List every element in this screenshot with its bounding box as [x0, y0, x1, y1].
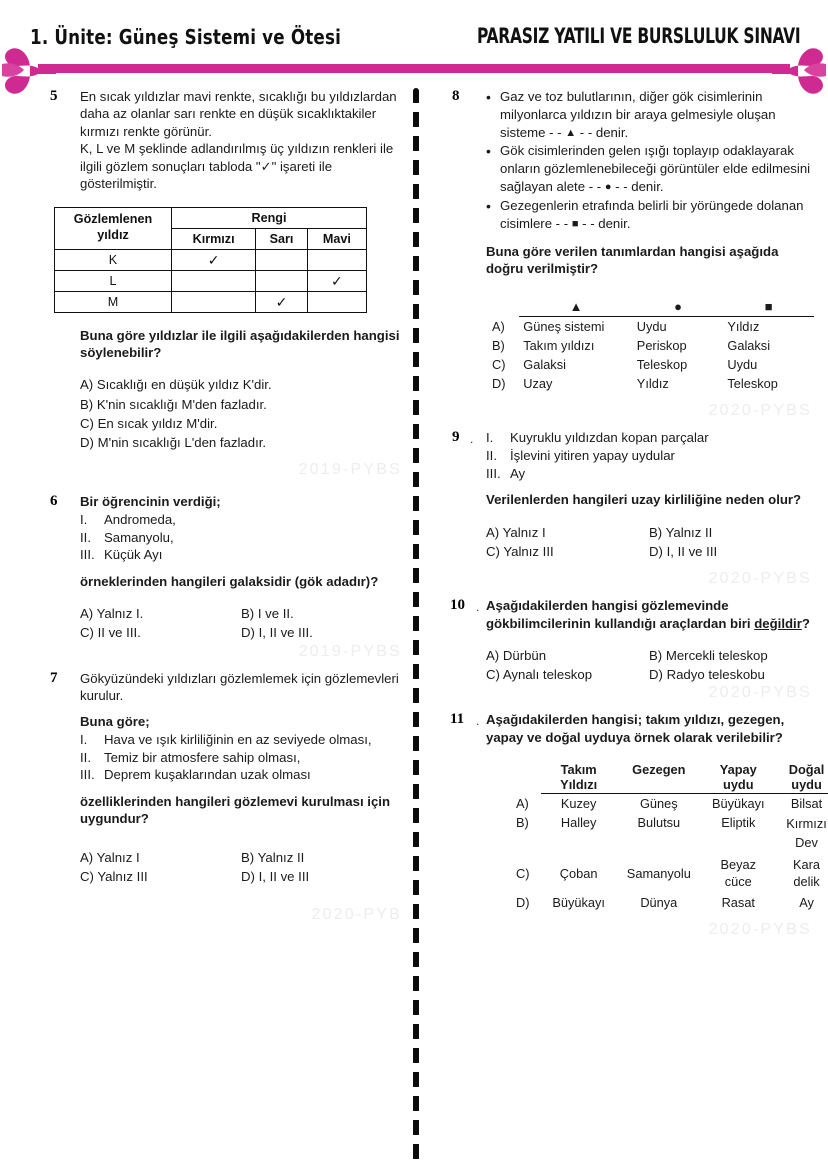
- option-label: B): [492, 338, 505, 354]
- question-7-stem: Gökyüzündeki yıldızları gözlemlemek için gözlemevleri kurulur.: [80, 670, 399, 704]
- table-cell: Rasat: [721, 894, 755, 910]
- table-col-yellow: Sarı: [256, 228, 308, 249]
- item-numeral: II.: [486, 448, 497, 464]
- question-5-option-c[interactable]: C) En sıcak yıldız M'dir.: [80, 415, 218, 431]
- question-5: [50, 88, 402, 193]
- left-column: [50, 88, 402, 924]
- question-6: [50, 493, 402, 660]
- list-item: [486, 88, 812, 141]
- table-cell-star: L: [55, 270, 172, 291]
- question-7-source-watermark: 2020-PYB: [311, 906, 402, 924]
- question-7-option-a[interactable]: A) Yalnız I: [80, 849, 140, 865]
- table-cell: Samanyolu: [626, 865, 691, 881]
- question-11-prompt: Aşağıdakilerden hangisi; takım yıldızı, gezegen, yapay ve doğal uyduya örnek olarak verilebilir?: [486, 712, 785, 745]
- question-9-prompt: Verilenlerden hangileri uzay kirliliğine neden olur?: [486, 492, 802, 508]
- triangle-icon: ▲: [519, 297, 633, 317]
- table-cell-mark: [172, 291, 256, 312]
- right-column: [450, 88, 827, 939]
- table-cell: Teleskop: [727, 376, 778, 392]
- question-9-option-a[interactable]: A) Yalnız I: [486, 524, 546, 540]
- table-cell-mark: [307, 249, 366, 270]
- table-row[interactable]: [488, 355, 814, 374]
- question-5-option-d[interactable]: D) M'nin sıcaklığı L'den fazladır.: [80, 435, 267, 451]
- table-group-header-color: Rengi: [172, 207, 367, 228]
- exam-title: PARASIZ YATILI VE BURSLULUK SINAVI: [476, 24, 800, 48]
- table-col-constellation: Takım Yıldızı: [541, 760, 616, 794]
- table-row: [55, 249, 367, 270]
- question-9-option-d[interactable]: D) I, II ve III: [649, 543, 718, 559]
- table-col-red: Kırmızı: [172, 228, 256, 249]
- question-6-option-b[interactable]: B) I ve II.: [241, 606, 294, 622]
- header-rule: [38, 64, 790, 73]
- table-cell-mark: [307, 291, 366, 312]
- table-cell: Takım yıldızı: [523, 338, 595, 354]
- option-label: D): [516, 894, 530, 910]
- question-8-table: [488, 297, 814, 393]
- question-8: [452, 88, 812, 420]
- question-11-number: 11: [450, 711, 465, 728]
- question-10-option-c[interactable]: C) Aynalı teleskop: [486, 667, 593, 683]
- item-text: Ay: [510, 465, 526, 481]
- item-numeral: I.: [80, 731, 88, 747]
- table-row[interactable]: [488, 374, 814, 393]
- square-icon: ■: [723, 297, 814, 317]
- option-label: C): [492, 357, 506, 373]
- table-cell-mark: [172, 270, 256, 291]
- table-cell: Galaksi: [523, 357, 566, 373]
- question-11: [450, 711, 827, 938]
- question-11-source-watermark: 2020-PYBS: [708, 920, 812, 938]
- question-7-prompt: özelliklerinden hangileri gözlemevi kurulması için uygundur?: [80, 793, 390, 827]
- question-8-number: 8: [452, 88, 460, 104]
- table-symbol-row: [488, 297, 814, 317]
- table-cell-star: K: [55, 249, 172, 270]
- table-cell: Halley: [560, 815, 597, 831]
- question-7-item-list: [80, 731, 402, 784]
- table-cell: Bilsat: [790, 796, 823, 812]
- table-cell: Büyükayı: [552, 894, 605, 910]
- bullet-text: Gaz ve toz bulutlarının, diğer gök cisimlerinin milyonlarca yıldızın bir araya gelmesiyle oluşan sisteme - - ▲ - - denir.: [500, 89, 776, 140]
- table-cell: Uydu: [727, 357, 758, 373]
- table-row[interactable]: [488, 336, 814, 355]
- question-7-number: 7: [50, 669, 58, 686]
- question-11-dot: .: [476, 714, 480, 729]
- question-5-source-watermark: 2019-PYBS: [298, 461, 402, 479]
- question-5-table: [54, 207, 367, 313]
- question-9-option-c[interactable]: C) Yalnız III: [486, 543, 554, 559]
- item-text: Andromeda,: [104, 511, 176, 527]
- table-row[interactable]: [512, 813, 828, 854]
- bullet-icon: •: [486, 197, 491, 214]
- question-10-dot: .: [476, 600, 480, 615]
- table-cell: Ay: [799, 894, 814, 910]
- question-5-stem-2: K, L ve M şeklinde adlandırılmış üç yıldızın renkleri ile ilgili gözlem sonuçları tabloda "✓" işareti ile gösterilmiştir.: [80, 141, 394, 192]
- option-label: A): [516, 795, 529, 811]
- question-6-prompt: örneklerinden hangileri galaksidir (gök adadır)?: [80, 573, 379, 589]
- table-cell-star: M: [55, 291, 172, 312]
- table-cell: Galaksi: [727, 338, 771, 354]
- table-cell-mark: [256, 249, 308, 270]
- table-col-natural-satellite: Doğal uydu: [775, 760, 828, 794]
- item-numeral: III.: [80, 547, 95, 563]
- column-divider: [413, 88, 419, 1163]
- table-cell: Teleskop: [636, 357, 688, 373]
- list-item: [80, 766, 402, 784]
- list-item: [486, 447, 812, 465]
- table-cell: Güneş sistemi: [523, 319, 605, 335]
- question-6-item-list: [80, 511, 402, 564]
- table-cell: Dünya: [640, 894, 678, 910]
- item-text: İşlevini yitiren yapay uydular: [510, 448, 675, 464]
- bullet-icon: •: [486, 89, 491, 105]
- question-9-item-list: [486, 429, 812, 482]
- question-6-stem: Bir öğrencinin verdiği;: [80, 494, 221, 510]
- table-cell: Uydu: [636, 319, 667, 335]
- list-item: [80, 511, 402, 529]
- question-8-prompt: Buna göre verilen tanımlardan hangisi aşağıda doğru verilmiştir?: [486, 243, 779, 276]
- table-cell: Kara delik: [793, 857, 821, 890]
- right-flourish-icon: [770, 42, 828, 94]
- table-cell: Güneş: [639, 796, 678, 812]
- item-numeral: III.: [80, 767, 95, 783]
- table-cell: Periskop: [636, 338, 687, 354]
- question-9-dot: .: [470, 432, 474, 447]
- table-cell: Uzay: [523, 376, 553, 392]
- option-label: A): [492, 318, 505, 334]
- question-5-number: 5: [50, 88, 58, 104]
- item-numeral: I.: [80, 511, 88, 527]
- item-text: Temiz bir atmosfere sahip olması,: [104, 749, 301, 765]
- unit-title: 1. Ünite: Güneş Sistemi ve Ötesi: [30, 25, 342, 49]
- question-8-bullet-list: [486, 88, 812, 233]
- table-col-artificial-satellite: Yapay uydu: [702, 760, 776, 794]
- question-7: [50, 670, 402, 924]
- question-6-option-a[interactable]: A) Yalnız I.: [80, 606, 144, 622]
- table-cell: Yıldız: [636, 376, 669, 392]
- table-cell: Bulutsu: [637, 815, 681, 831]
- list-item: [486, 429, 812, 447]
- item-numeral: I.: [486, 430, 494, 446]
- question-10-source-watermark: 2020-PYBS: [708, 684, 812, 702]
- item-text: Deprem kuşaklarından uzak olması: [104, 767, 311, 783]
- question-11-table: [512, 760, 828, 912]
- table-row: [55, 270, 367, 291]
- list-item: [80, 731, 402, 749]
- question-7-option-c[interactable]: C) Yalnız III: [80, 868, 148, 884]
- question-6-option-c[interactable]: C) II ve III.: [80, 625, 141, 641]
- item-text: Kuyruklu yıldızdan kopan parçalar: [510, 430, 709, 446]
- table-header-row: [512, 760, 828, 794]
- list-item: [486, 142, 812, 195]
- question-7-option-b[interactable]: B) Yalnız II: [241, 849, 305, 865]
- question-6-source-watermark: 2019-PYBS: [298, 642, 402, 660]
- table-row[interactable]: [512, 893, 828, 912]
- question-6-number: 6: [50, 493, 58, 510]
- item-text: Samanyolu,: [104, 529, 174, 545]
- table-cell: Çoban: [559, 865, 598, 881]
- square-icon: ■: [571, 217, 579, 230]
- table-cell: Beyaz cüce: [720, 857, 757, 890]
- question-6-option-d[interactable]: D) I, II ve III.: [241, 625, 313, 641]
- question-5-option-a[interactable]: A) Sıcaklığı en düşük yıldız K'dir.: [80, 377, 272, 393]
- table-cell: Kırmızı Dev: [786, 816, 827, 850]
- circle-icon: ●: [633, 297, 724, 317]
- table-row: [55, 291, 367, 312]
- question-7-lead: Buna göre;: [80, 714, 150, 730]
- table-cell: Eliptik: [721, 815, 756, 831]
- table-row[interactable]: [512, 854, 828, 893]
- emphasis-negation: değildir: [754, 615, 802, 631]
- item-numeral: III.: [486, 465, 501, 481]
- list-item: [486, 465, 812, 483]
- question-10: [452, 597, 812, 702]
- table-col-blue: Mavi: [307, 228, 366, 249]
- question-8-source-watermark: 2020-PYBS: [708, 402, 812, 420]
- check-icon: ✓: [307, 270, 366, 291]
- list-item: [80, 529, 402, 547]
- bullet-text: Gök cisimlerinden gelen ışığı toplayıp odaklayarak onların gözlemlenebileceği görüntüler elde edilmesini sağlayan alete - - ● - - denir.: [500, 143, 811, 195]
- table-header-row: [55, 207, 367, 228]
- list-item: [80, 749, 402, 767]
- question-9-option-b[interactable]: B) Yalnız II: [649, 524, 713, 540]
- question-10-option-b[interactable]: B) Mercekli teleskop: [649, 647, 768, 663]
- question-7-option-d[interactable]: D) I, II ve III: [241, 868, 310, 884]
- option-label: D): [492, 376, 506, 392]
- check-icon: ✓: [172, 249, 256, 270]
- circle-icon: ●: [604, 181, 612, 194]
- question-10-option-d[interactable]: D) Radyo teleskobu: [649, 667, 765, 683]
- table-cell: Yıldız: [727, 319, 760, 335]
- option-label: C): [516, 865, 530, 881]
- check-icon: ✓: [256, 291, 308, 312]
- left-flourish-icon: [0, 42, 58, 94]
- question-10-option-a[interactable]: A) Dürbün: [486, 647, 547, 663]
- question-9-source-watermark: 2020-PYBS: [708, 570, 812, 588]
- item-text: Küçük Ayı: [104, 547, 163, 563]
- item-text: Hava ve ışık kirliliğinin en az seviyede olması,: [104, 731, 372, 747]
- list-item: [80, 546, 402, 564]
- question-5-prompt: Buna göre yıldızlar ile ilgili aşağıdakilerden hangisi söylenebilir?: [80, 327, 400, 360]
- table-cell: Kuzey: [560, 796, 597, 812]
- page-header: [0, 0, 828, 88]
- bullet-text: Gezegenlerin etrafında belirli bir yörüngede dolanan cisimlere - - ■ - - denir.: [500, 197, 804, 231]
- table-row[interactable]: [488, 317, 814, 337]
- option-label: B): [516, 815, 529, 831]
- table-cell-mark: [256, 270, 308, 291]
- table-cell: Büyükayı: [711, 796, 765, 812]
- question-9-number: 9: [452, 429, 460, 446]
- item-numeral: II.: [80, 749, 91, 765]
- triangle-icon: ▲: [565, 126, 577, 139]
- question-10-number: 10: [450, 597, 465, 614]
- table-col-planet: Gezegen: [616, 760, 701, 794]
- question-5-option-b[interactable]: B) K'nin sıcaklığı M'den fazladır.: [80, 396, 267, 412]
- table-row[interactable]: [512, 794, 828, 814]
- list-item: [486, 197, 812, 233]
- bullet-icon: •: [486, 143, 491, 160]
- question-5-stem-1: En sıcak yıldızlar mavi renkte, sıcaklığı bu yıldızlardan daha az olanlar sarı renkte en düşük sıcaklıktakiler kırmızı renkte görünür.: [80, 89, 397, 139]
- item-numeral: II.: [80, 529, 91, 545]
- question-9: [452, 429, 812, 588]
- table-col-header-star: Gözlemlenen yıldız: [55, 207, 172, 249]
- question-10-prompt: Aşağıdakilerden hangisi gözlemevinde gökbilimcilerinin kullandığı araçlardan biri değildir?: [486, 598, 810, 631]
